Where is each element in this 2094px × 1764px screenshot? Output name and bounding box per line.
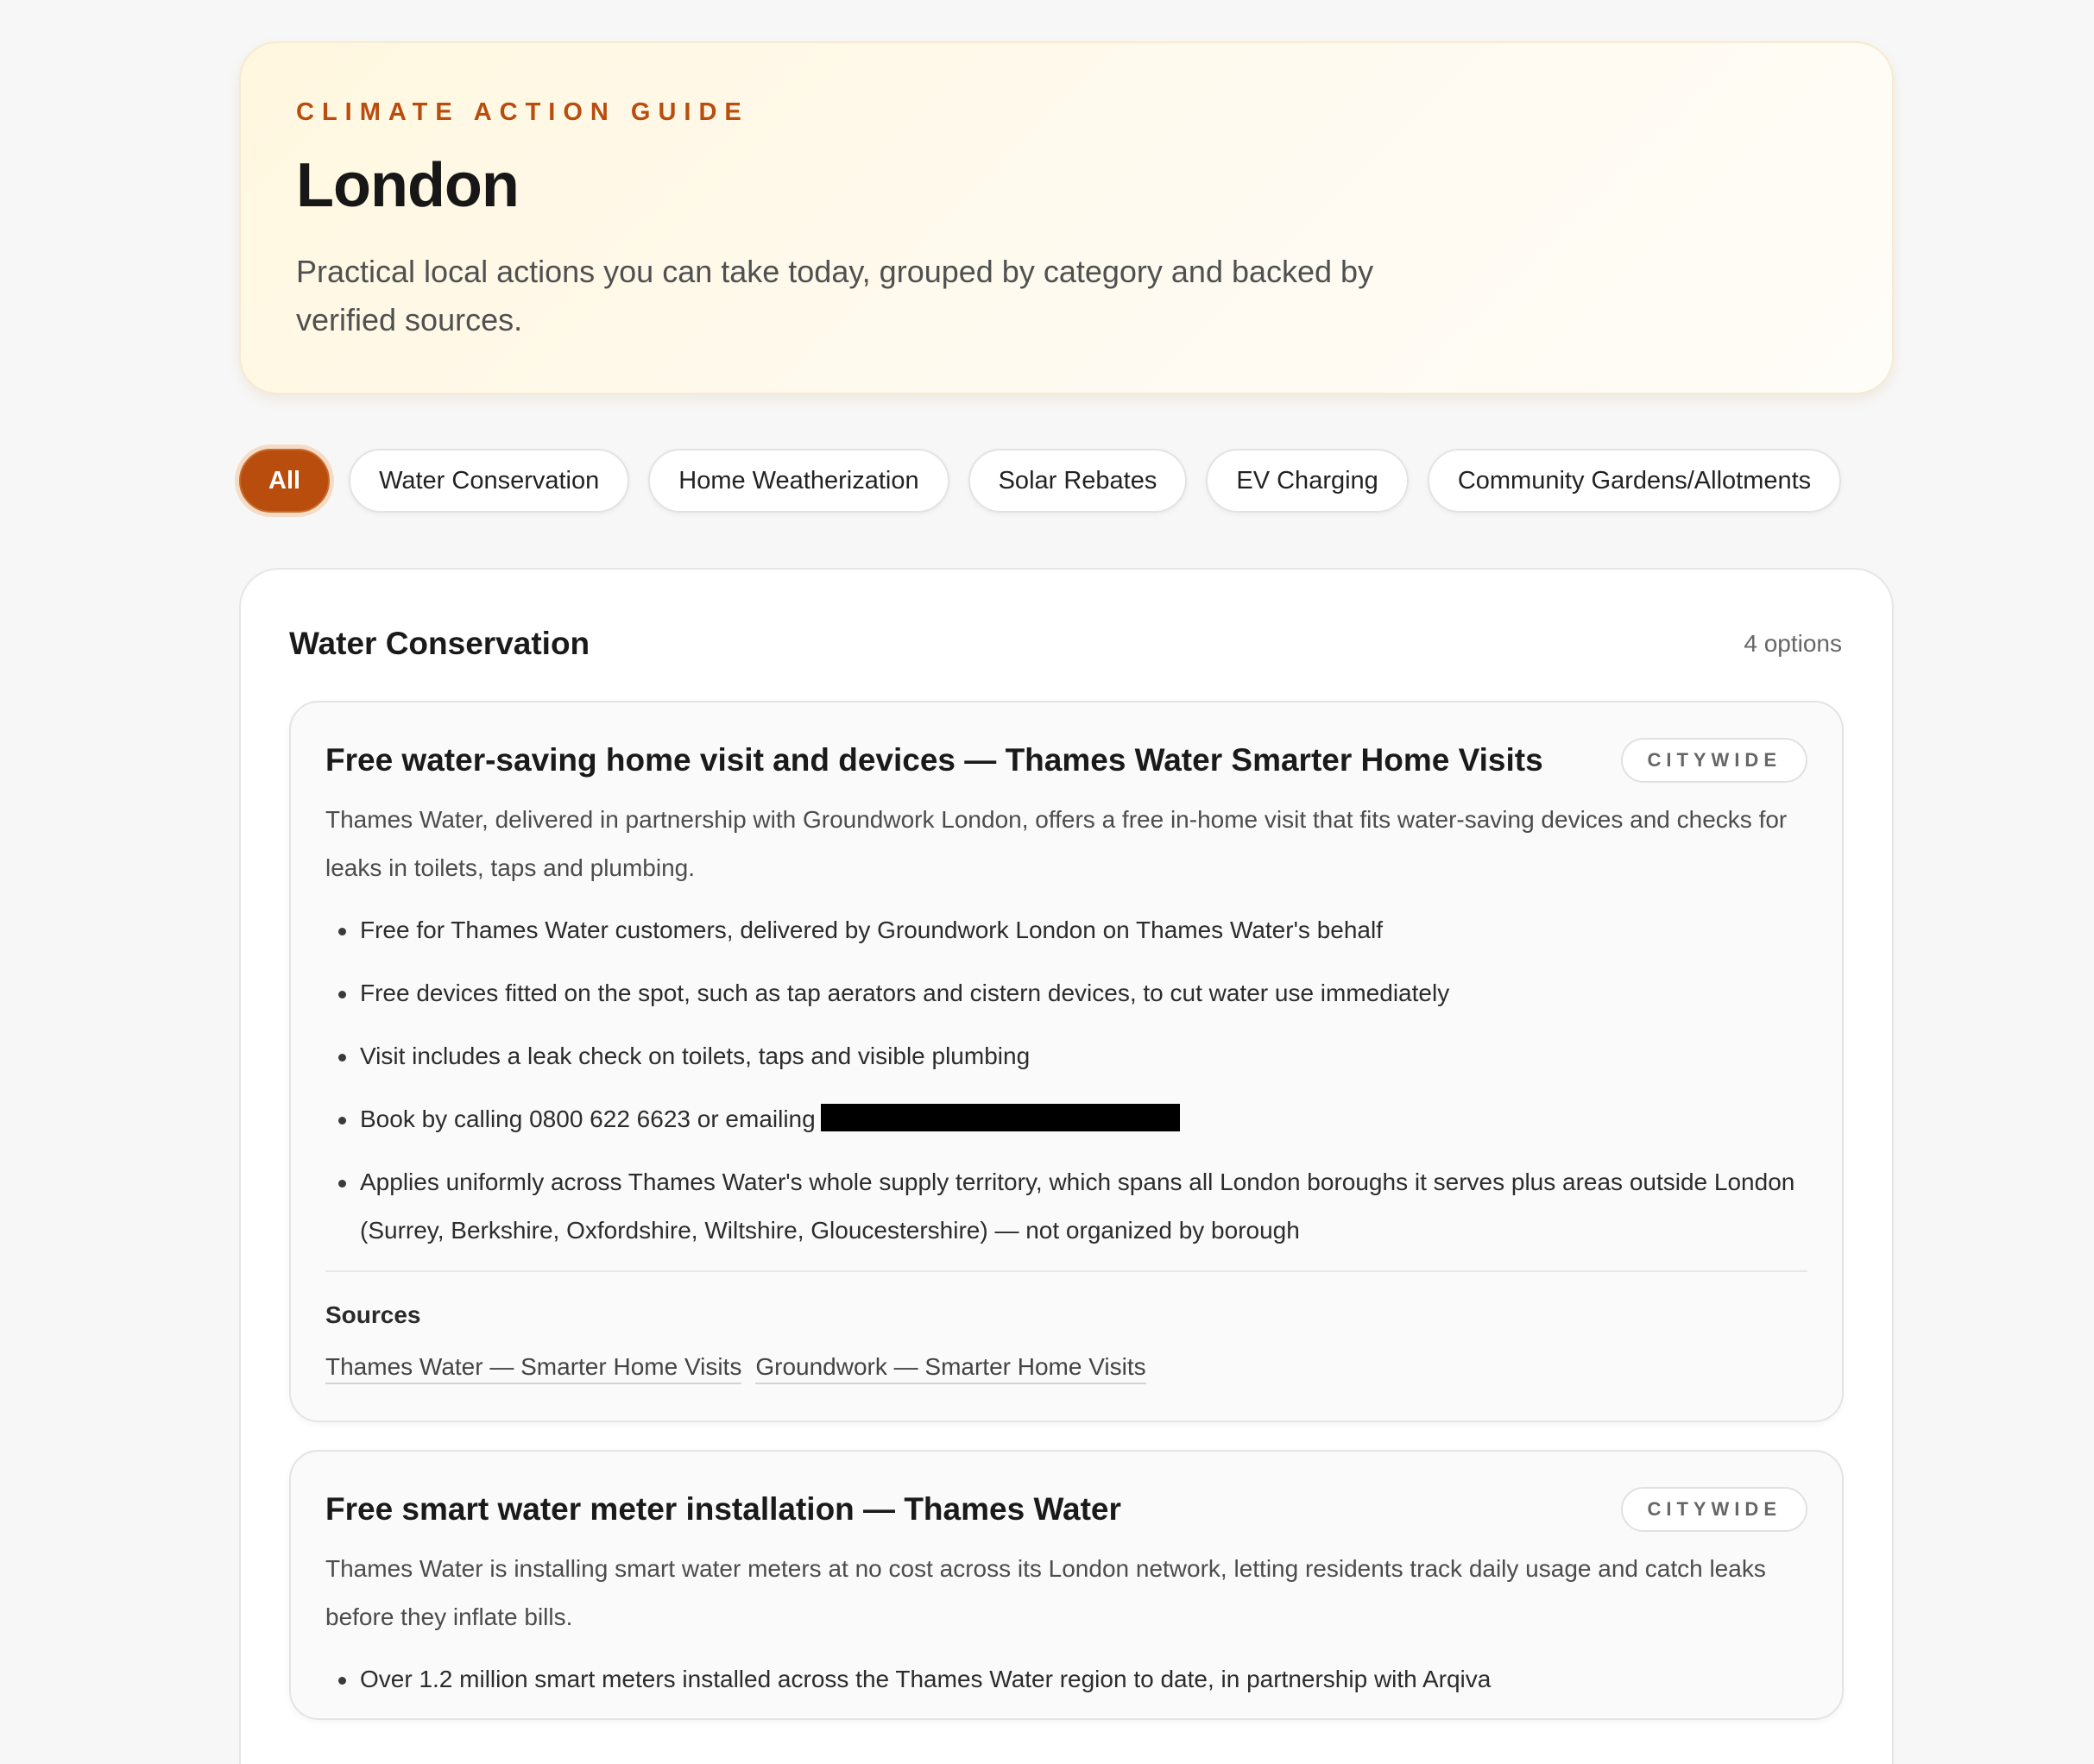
bullet-text: Free for Thames Water customers, delivered by Groundwork London on Thames Water's behalf [360,917,1383,943]
bullet-item [325,1032,1807,1080]
category-section-water [239,568,1894,1764]
category-filter-bar [239,449,1894,513]
filter-all[interactable]: All [239,449,330,513]
card-header [325,739,1807,782]
bullet-text: Applies uniformly across Thames Water's whole supply territory, which spans all London boroughs it serves plus areas outside London (Surrey, Berkshire, Oxfordshire, Wiltshire, Gloucestershire) — not organized by borough [360,1169,1795,1244]
card-divider [325,1270,1807,1272]
page-subtitle: Practical local actions you can take today, grouped by category and backed by verified sources. [296,254,1374,337]
bullet-item [325,1655,1807,1704]
bullet-item [325,969,1807,1017]
sources-heading: Sources [325,1301,421,1328]
bullet-text: Free devices fitted on the spot, such as tap aerators and cistern devices, to cut water use immediately [360,980,1450,1006]
scope-badge: CITYWIDE [1621,738,1807,783]
page [239,41,1894,1764]
card-title: Free smart water meter installation — Thames Water [325,1491,1121,1527]
source-link-thames-water[interactable]: Thames Water — Smarter Home Visits [325,1351,741,1384]
action-card [289,701,1844,1422]
filter-solar-rebates[interactable]: Solar Rebates [968,449,1188,513]
card-title: Free water-saving home visit and devices — Thames Water Smarter Home Visits [325,742,1543,778]
action-card [289,1450,1844,1720]
card-description: Thames Water, delivered in partnership with Groundwork London, offers a free in-home visit that fits water-saving devices and checks for leaks in toilets, taps and plumbing. [325,806,1788,881]
card-bullet-list [325,1655,1807,1704]
page-title: London [296,151,519,220]
redacted-email [821,1104,1180,1131]
bullet-item [325,1095,1807,1143]
bullet-text: Book by calling 0800 622 6623 or emailing [360,1106,816,1132]
section-option-count: 4 options [1744,630,1842,657]
card-header [325,1488,1807,1531]
card-description: Thames Water is installing smart water meters at no cost across its London network, letting residents track daily usage and catch leaks before they inflate bills. [325,1555,1766,1630]
card-bullet-list [325,906,1807,1255]
section-title: Water Conservation [289,626,590,661]
source-link-groundwork[interactable]: Groundwork — Smarter Home Visits [755,1351,1145,1384]
bullet-item [325,906,1807,954]
section-header [289,623,1844,665]
guide-eyebrow: CLIMATE ACTION GUIDE [296,98,749,126]
sources-list [325,1351,1807,1421]
filter-ev-charging[interactable]: EV Charging [1206,449,1408,513]
scope-badge: CITYWIDE [1621,1487,1807,1532]
hero-banner [239,41,1894,394]
bullet-item [325,1158,1807,1255]
bullet-text: Visit includes a leak check on toilets, taps and visible plumbing [360,1043,1031,1069]
filter-community-gardens[interactable]: Community Gardens/Allotments [1428,449,1841,513]
filter-home-weatherization[interactable]: Home Weatherization [648,449,949,513]
filter-water-conservation[interactable]: Water Conservation [349,449,629,513]
bullet-text: Over 1.2 million smart meters installed across the Thames Water region to date, in partnership with Arqiva [360,1666,1492,1692]
